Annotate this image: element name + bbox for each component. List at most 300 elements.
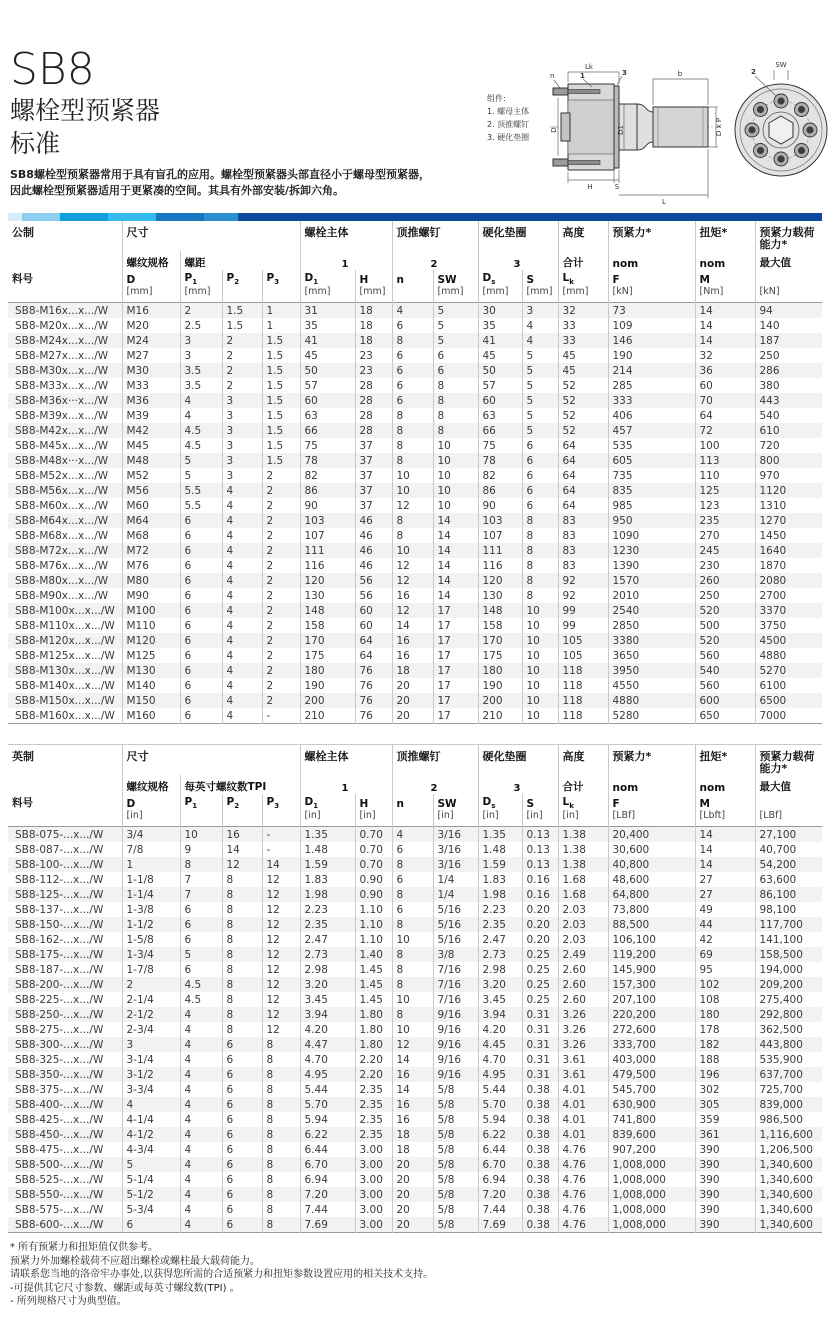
column-symbol: $L_k$ — [558, 794, 608, 810]
table-cell: 1/4 — [433, 872, 478, 887]
table-cell: 1310 — [759, 499, 787, 512]
table-cell: 3.94 — [478, 1007, 522, 1022]
table-cell: 141,100 — [759, 933, 803, 946]
table-row — [8, 438, 822, 453]
table-cell: 12 — [392, 558, 433, 573]
dim-label-d: D — [550, 127, 558, 133]
table-cell: 10 — [433, 453, 478, 468]
table-cell: 1.98 — [478, 887, 522, 902]
col-group-washer: 硬化垫圈 — [478, 745, 558, 776]
description-line: 因此螺栓型预紧器适用于更紧凑的空间。其具有外部安装/拆卸六角。 — [10, 184, 345, 197]
table-cell: 0.38 — [522, 1217, 558, 1233]
table-cell: 82 — [300, 468, 355, 483]
table-row — [8, 947, 822, 962]
table-cell: M125 — [122, 648, 180, 663]
table-cell: 4.70 — [300, 1052, 355, 1067]
table-cell: 0.38 — [522, 1202, 558, 1217]
table-cell: 180 — [300, 663, 355, 678]
table-cell: 8 — [392, 408, 433, 423]
table-cell: 207,100 — [608, 992, 695, 1007]
table-cell: 12 — [262, 872, 300, 887]
table-cell: 0.25 — [522, 992, 558, 1007]
table-cell: M42 — [122, 423, 180, 438]
col-height-total: 合计 — [558, 251, 608, 270]
table-row — [8, 962, 822, 977]
accent-bar-segment — [108, 213, 156, 221]
table-cell: M110 — [122, 618, 180, 633]
table-cell: 2 — [222, 333, 262, 348]
table-cell: 10 — [392, 932, 433, 947]
table-cell: 3-1/2 — [122, 1067, 180, 1082]
table-cell: 78 — [478, 453, 522, 468]
table-cell: 4 — [180, 1037, 222, 1052]
table-cell: 75 — [478, 438, 522, 453]
footnotes — [10, 1241, 830, 1309]
table-row — [8, 902, 822, 917]
table-cell: 8 — [522, 513, 558, 528]
table-cell: 0.25 — [522, 947, 558, 962]
table-cell: 20 — [392, 1187, 433, 1202]
table-row — [8, 648, 822, 663]
table-cell: 5/8 — [433, 1157, 478, 1172]
table-cell: 950 — [608, 513, 695, 528]
table-row — [8, 318, 822, 333]
part-number-cell: SB8-600-...x.../W — [8, 1217, 122, 1233]
table-cell: 83 — [558, 528, 608, 543]
table-cell: 986,500 — [759, 1113, 803, 1126]
table-cell: M16 — [122, 303, 180, 319]
dim-label-l: L — [662, 198, 666, 206]
table-cell: 4-1/4 — [122, 1112, 180, 1127]
table-row — [8, 558, 822, 573]
column-symbol: 料号 — [8, 794, 122, 810]
table-cell: 49 — [695, 902, 755, 917]
table-cell: 6 — [433, 363, 478, 378]
table-cell: 5280 — [608, 708, 695, 724]
table-cell: 361 — [695, 1127, 755, 1142]
table-cell: 118 — [558, 708, 608, 724]
table-row — [8, 498, 822, 513]
table-cell: 1.5 — [262, 378, 300, 393]
table-cell: 8 — [392, 423, 433, 438]
table-cell: 5 — [433, 318, 478, 333]
table-cell: 125 — [695, 483, 755, 498]
table-cell: 8 — [392, 857, 433, 872]
table-cell: 7 — [180, 872, 222, 887]
group-number-2: 2 — [392, 251, 478, 270]
table-cell: 333 — [608, 393, 695, 408]
table-cell: 86 — [300, 483, 355, 498]
column-symbol: $D_s$ — [478, 270, 522, 286]
table-cell: 158 — [300, 618, 355, 633]
table-cell: 14 — [392, 618, 433, 633]
table-cell: 390 — [695, 1217, 755, 1233]
table-cell: 520 — [695, 603, 755, 618]
table-cell: 6 — [222, 1052, 262, 1067]
table-cell: 5/8 — [433, 1112, 478, 1127]
table-cell: 3/4 — [122, 827, 180, 843]
table-cell: 4.76 — [558, 1217, 608, 1233]
part-number-cell: SB8-500-...x.../W — [8, 1157, 122, 1172]
table-cell: 5/8 — [433, 1202, 478, 1217]
table-cell: 390 — [695, 1172, 755, 1187]
table-cell: 4 — [222, 558, 262, 573]
table-cell: 2 — [262, 648, 300, 663]
column-symbol: M — [695, 794, 755, 810]
table-cell: 8 — [392, 513, 433, 528]
column-unit — [8, 286, 122, 303]
table-cell: 5 — [122, 1157, 180, 1172]
table-cell: 3 — [180, 348, 222, 363]
table-cell: 907,200 — [608, 1142, 695, 1157]
part-number-cell: SB8-100-...x.../W — [8, 857, 122, 872]
table-cell: 1.68 — [558, 872, 608, 887]
table-cell: 4 — [180, 1022, 222, 1037]
table-cell: 8 — [433, 393, 478, 408]
table-cell: 1-7/8 — [122, 962, 180, 977]
table-cell: 443,800 — [759, 1038, 803, 1051]
table-cell: 82 — [478, 468, 522, 483]
table-cell: 180 — [478, 663, 522, 678]
part-number-cell: SB8-137-...x.../W — [8, 902, 122, 917]
table-cell: 6.94 — [478, 1172, 522, 1187]
group-number-1: 1 — [300, 251, 392, 270]
table-cell: 2.03 — [558, 902, 608, 917]
table-cell: 2 — [262, 498, 300, 513]
table-cell: 839,600 — [608, 1127, 695, 1142]
part-number-cell: SB8-M45x...x.../W — [8, 438, 122, 453]
table-cell: 3.61 — [558, 1067, 608, 1082]
table-cell: 3650 — [608, 648, 695, 663]
table-cell: 7.44 — [300, 1202, 355, 1217]
table-cell: 12 — [222, 857, 262, 872]
table-cell: 16 — [392, 1112, 433, 1127]
group-number-3: 3 — [478, 775, 558, 794]
table-cell: 92 — [558, 573, 608, 588]
table-cell: 0.20 — [522, 902, 558, 917]
table-cell: 5 — [433, 303, 478, 319]
table-cell: 4 — [180, 408, 222, 423]
table-cell: 1870 — [759, 559, 787, 572]
column-symbol: D — [122, 794, 180, 810]
table-cell: 1.59 — [478, 857, 522, 872]
table-cell: 105 — [558, 648, 608, 663]
table-cell: 403,000 — [608, 1052, 695, 1067]
table-cell: 148 — [478, 603, 522, 618]
table-cell: 2.23 — [478, 902, 522, 917]
table-cell: 18 — [355, 303, 392, 319]
table-cell: 116 — [300, 558, 355, 573]
table-cell: 57 — [300, 378, 355, 393]
table-cell: 4880 — [759, 649, 787, 662]
table-cell: 6.44 — [478, 1142, 522, 1157]
table-cell: 20 — [392, 1157, 433, 1172]
table-cell: 4.45 — [478, 1037, 522, 1052]
table-cell: 33 — [558, 318, 608, 333]
table-cell: 8 — [222, 872, 262, 887]
footnote-line: -可提供其它尺寸参数、螺距或每英寸螺纹数(TPI) 。 — [10, 1282, 240, 1294]
table-cell: 3 — [522, 303, 558, 319]
table-cell: 103 — [478, 513, 522, 528]
table-cell: 985 — [608, 498, 695, 513]
table-cell: 60 — [355, 603, 392, 618]
table-cell: 6 — [222, 1217, 262, 1233]
column-unit: [in] — [433, 810, 478, 827]
table-cell: 2.23 — [300, 902, 355, 917]
column-symbol: $P_2$ — [222, 270, 262, 286]
table-row — [8, 1007, 822, 1022]
table-cell: 1.45 — [355, 962, 392, 977]
table-cell: 10 — [433, 483, 478, 498]
table-cell: 1.10 — [355, 917, 392, 932]
part-number-cell: SB8-162-...x.../W — [8, 932, 122, 947]
table-cell: 2700 — [759, 589, 787, 602]
table-cell: 1,340,600 — [759, 1203, 813, 1216]
table-cell: 130 — [478, 588, 522, 603]
table-cell: M60 — [122, 498, 180, 513]
table-cell: 23 — [355, 363, 392, 378]
part-number-cell: SB8-M64x...x.../W — [8, 513, 122, 528]
table-cell: 28 — [355, 408, 392, 423]
table-cell: 54,200 — [759, 858, 797, 871]
table-cell: 7.69 — [478, 1217, 522, 1233]
table-cell: 2.60 — [558, 992, 608, 1007]
table-cell: 0.13 — [522, 857, 558, 872]
table-cell: 2.5 — [180, 318, 222, 333]
table-cell: 100 — [695, 438, 755, 453]
column-symbol: $P_2$ — [222, 794, 262, 810]
part-number-cell: SB8-M100x...x.../W — [8, 603, 122, 618]
table-cell: 2-1/2 — [122, 1007, 180, 1022]
jackbolt-top — [553, 88, 568, 95]
table-cell: 8 — [180, 857, 222, 872]
part-number-cell: SB8-525-...x.../W — [8, 1172, 122, 1187]
table-cell: 1 — [262, 303, 300, 319]
table-cell: 1.10 — [355, 902, 392, 917]
table-cell: 28 — [355, 378, 392, 393]
technical-drawing — [548, 52, 830, 210]
column-unit: [in] — [558, 810, 608, 827]
table-cell: 4 — [222, 513, 262, 528]
table-cell: 111 — [478, 543, 522, 558]
table-cell: 4 — [122, 1097, 180, 1112]
table-cell: 123 — [695, 498, 755, 513]
table-cell: 545,700 — [608, 1082, 695, 1097]
part-number-cell: SB8-M125x...x.../W — [8, 648, 122, 663]
table-cell: 1,008,000 — [608, 1202, 695, 1217]
table-cell: 45 — [558, 363, 608, 378]
table-cell: 12 — [262, 947, 300, 962]
column-symbol: n — [392, 794, 433, 810]
table-cell: 57 — [478, 378, 522, 393]
table-cell: 4.01 — [558, 1082, 608, 1097]
table-cell: 66 — [478, 423, 522, 438]
table-cell: 2.35 — [355, 1112, 392, 1127]
table-cell: 178 — [695, 1022, 755, 1037]
table-cell: 46 — [355, 513, 392, 528]
col-thread-spec: 螺纹规格 — [122, 251, 180, 270]
table-cell: 4 — [222, 678, 262, 693]
page-subtitle-line2: 标准 — [10, 129, 61, 158]
table-cell: M33 — [122, 378, 180, 393]
table-row — [8, 708, 822, 724]
table-cell: 8 — [392, 947, 433, 962]
table-row — [8, 1127, 822, 1142]
table-cell: 180 — [695, 1007, 755, 1022]
table-cell: 8 — [392, 438, 433, 453]
table-cell: 0.70 — [355, 827, 392, 843]
table-cell: 20 — [392, 1202, 433, 1217]
table-cell: 1.35 — [300, 827, 355, 843]
table-cell: 14 — [695, 303, 755, 319]
table-cell: 10 — [392, 468, 433, 483]
column-symbol: $P_1$ — [180, 270, 222, 286]
table-cell: 52 — [558, 378, 608, 393]
col-group-height: 高度 — [558, 221, 608, 251]
table-cell: 0.13 — [522, 842, 558, 857]
table-cell: 800 — [759, 454, 780, 467]
table-cell: 32 — [558, 303, 608, 319]
table-cell: 70 — [695, 393, 755, 408]
table-cell: 44 — [695, 917, 755, 932]
table-cell: 6 — [180, 558, 222, 573]
dim-label-b: b — [677, 70, 683, 78]
part-number-cell: SB8-M33x...x.../W — [8, 378, 122, 393]
table-cell: 1,008,000 — [608, 1157, 695, 1172]
table-cell: 0.25 — [522, 977, 558, 992]
table-cell: 4-3/4 — [122, 1142, 180, 1157]
table-cell: 1270 — [759, 514, 787, 527]
table-cell: 6 — [433, 348, 478, 363]
table-cell: 1.48 — [478, 842, 522, 857]
part-number-cell: SB8-M80x...x.../W — [8, 573, 122, 588]
table-cell: 64 — [355, 648, 392, 663]
table-cell: 9/16 — [433, 1037, 478, 1052]
table-cell: 88,500 — [608, 917, 695, 932]
table-cell: 6 — [222, 1082, 262, 1097]
table-cell: M45 — [122, 438, 180, 453]
table-cell: 5 — [433, 333, 478, 348]
table-cell: 83 — [558, 513, 608, 528]
jackbolt-bottom — [553, 159, 568, 166]
table-cell: 18 — [392, 1142, 433, 1157]
table-cell: 37 — [355, 483, 392, 498]
table-cell: 7.69 — [300, 1217, 355, 1233]
table-cell: 8 — [262, 1067, 300, 1082]
table-cell: 4 — [222, 648, 262, 663]
table-cell: 2.35 — [355, 1097, 392, 1112]
table-cell: 3.00 — [355, 1142, 392, 1157]
table-cell: 1,008,000 — [608, 1217, 695, 1233]
table-cell: 4 — [180, 1142, 222, 1157]
table-cell: 182 — [695, 1037, 755, 1052]
table-cell: 0.25 — [522, 962, 558, 977]
footnote-line: 请联系您当地的洛帝牢办事处,以获得您所需的合适预紧力和扭矩参数设置应用的相关技术支持。 — [10, 1269, 434, 1280]
table-cell: 6 — [180, 708, 222, 724]
col-group-preload: 预紧力* — [608, 745, 695, 776]
table-cell: 210 — [300, 708, 355, 724]
table-cell: 7.20 — [478, 1187, 522, 1202]
table-cell: 8 — [392, 962, 433, 977]
table-cell: M52 — [122, 468, 180, 483]
table-cell: 1 — [122, 857, 180, 872]
table-cell: 4 — [222, 708, 262, 724]
table-cell: 1230 — [608, 543, 695, 558]
table-cell: 10 — [522, 693, 558, 708]
table-cell: 86 — [478, 483, 522, 498]
table-cell: 3.5 — [180, 378, 222, 393]
col-capacity-max: 最大值 — [759, 781, 791, 793]
table-cell: 18 — [392, 663, 433, 678]
col-group-capacity: 预紧力载荷 能力* — [759, 750, 815, 775]
table-cell: 76 — [355, 678, 392, 693]
table-cell: 333,700 — [608, 1037, 695, 1052]
table-cell: 175 — [300, 648, 355, 663]
table-cell: 8 — [222, 1007, 262, 1022]
accent-bar-segment — [8, 213, 22, 221]
table-cell: M64 — [122, 513, 180, 528]
table-cell: 64 — [558, 453, 608, 468]
table-cell: 0.90 — [355, 887, 392, 902]
table-cell: 4 — [180, 1067, 222, 1082]
imperial-spec-table — [8, 744, 822, 1233]
table-cell: 10 — [522, 708, 558, 724]
table-cell: 5.94 — [300, 1112, 355, 1127]
table-cell: 6.44 — [300, 1142, 355, 1157]
table-cell: 158 — [478, 618, 522, 633]
table-cell: 3-1/4 — [122, 1052, 180, 1067]
column-unit: [mm] — [300, 286, 355, 303]
table-cell: 5-1/2 — [122, 1187, 180, 1202]
table-row — [8, 408, 822, 423]
table-cell: 5-3/4 — [122, 1202, 180, 1217]
table-cell: 4 — [222, 528, 262, 543]
table-row — [8, 663, 822, 678]
table-cell: 7/8 — [122, 842, 180, 857]
table-row — [8, 917, 822, 932]
table-cell: 380 — [759, 379, 780, 392]
table-cell: 8 — [392, 917, 433, 932]
table-cell: 2 — [222, 348, 262, 363]
table-cell: 0.31 — [522, 1007, 558, 1022]
table-cell: 33 — [558, 333, 608, 348]
table-row — [8, 633, 822, 648]
group-number-2: 2 — [392, 775, 478, 794]
column-symbol — [755, 794, 822, 810]
table-cell: 2.60 — [558, 962, 608, 977]
column-symbol: $D_s$ — [478, 794, 522, 810]
table-cell: 1640 — [759, 544, 787, 557]
part-number-cell: SB8-087-...x.../W — [8, 842, 122, 857]
table-cell: 2 — [262, 543, 300, 558]
table-cell: 4 — [222, 483, 262, 498]
table-cell: 8 — [392, 887, 433, 902]
column-symbol: $L_k$ — [558, 270, 608, 286]
table-cell: 4 — [222, 603, 262, 618]
table-cell: 230 — [695, 558, 755, 573]
table-cell: 69 — [695, 947, 755, 962]
table-cell: 1.59 — [300, 857, 355, 872]
table-cell: M76 — [122, 558, 180, 573]
table-cell: 8 — [222, 962, 262, 977]
table-cell: 4.5 — [180, 992, 222, 1007]
footnote-line: 预紧力外加螺栓载荷不应超出螺栓或螺柱最大载荷能力。 — [10, 1255, 260, 1267]
table-cell: 10 — [392, 1022, 433, 1037]
table-cell: 4 — [222, 498, 262, 513]
table-cell: 2.98 — [478, 962, 522, 977]
table-cell: 4 — [180, 1112, 222, 1127]
table-cell: 2 — [122, 977, 180, 992]
